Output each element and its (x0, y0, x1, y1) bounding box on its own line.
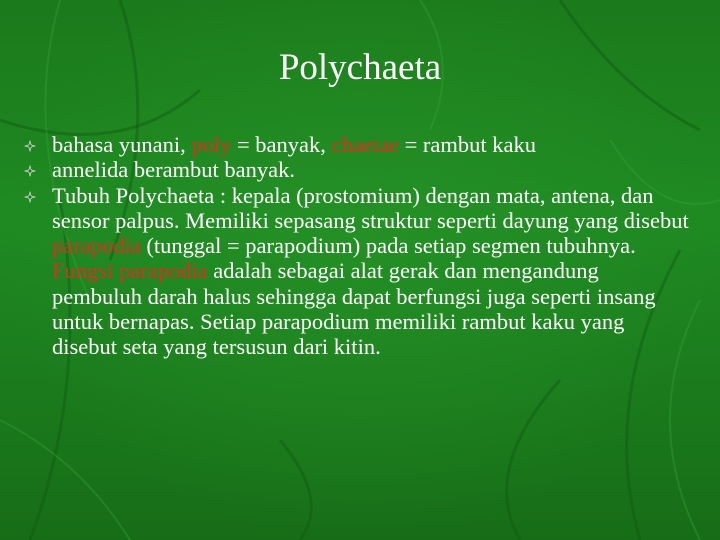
text-segment: Tubuh Polychaeta : kepala (prostomium) dengan mata, antena, dan sensor palpus. Memiliki sepasang struktur seperti dayung yang disebut (52, 182, 689, 233)
list-item (52, 132, 692, 157)
text-segment: annelida berambut banyak. (52, 157, 296, 183)
text-segment: = rambut kaku (398, 132, 537, 157)
list-item (52, 258, 692, 359)
text-segment: bahasa yunani, (52, 132, 192, 157)
text-segment: (tunggal = parapodium) pada setiap segmen tubuhnya. (140, 233, 636, 259)
diamond-bullet-icon (24, 191, 36, 203)
highlight-term: Fungsi parapodia (52, 258, 208, 284)
list-item (52, 157, 692, 182)
diamond-bullet-icon (24, 165, 36, 177)
slide-title: Polychaeta (278, 47, 442, 88)
highlight-term: poly (191, 132, 232, 157)
highlight-term: parapodia (52, 233, 141, 259)
diamond-bullet-icon (24, 140, 36, 152)
bullet-list (52, 132, 692, 360)
text-segment: = banyak, (231, 132, 332, 157)
highlight-term: chaetae (331, 132, 399, 157)
text-segment: adalah sebagai alat gerak dan mengandung pembuluh darah halus sehingga dapat berfungsi juga seperti insang untuk bernapas. Setiap parapodium memiliki rambut kaku yang disebut seta yang tersusun dari kitin. (52, 258, 656, 360)
list-item (52, 183, 692, 259)
